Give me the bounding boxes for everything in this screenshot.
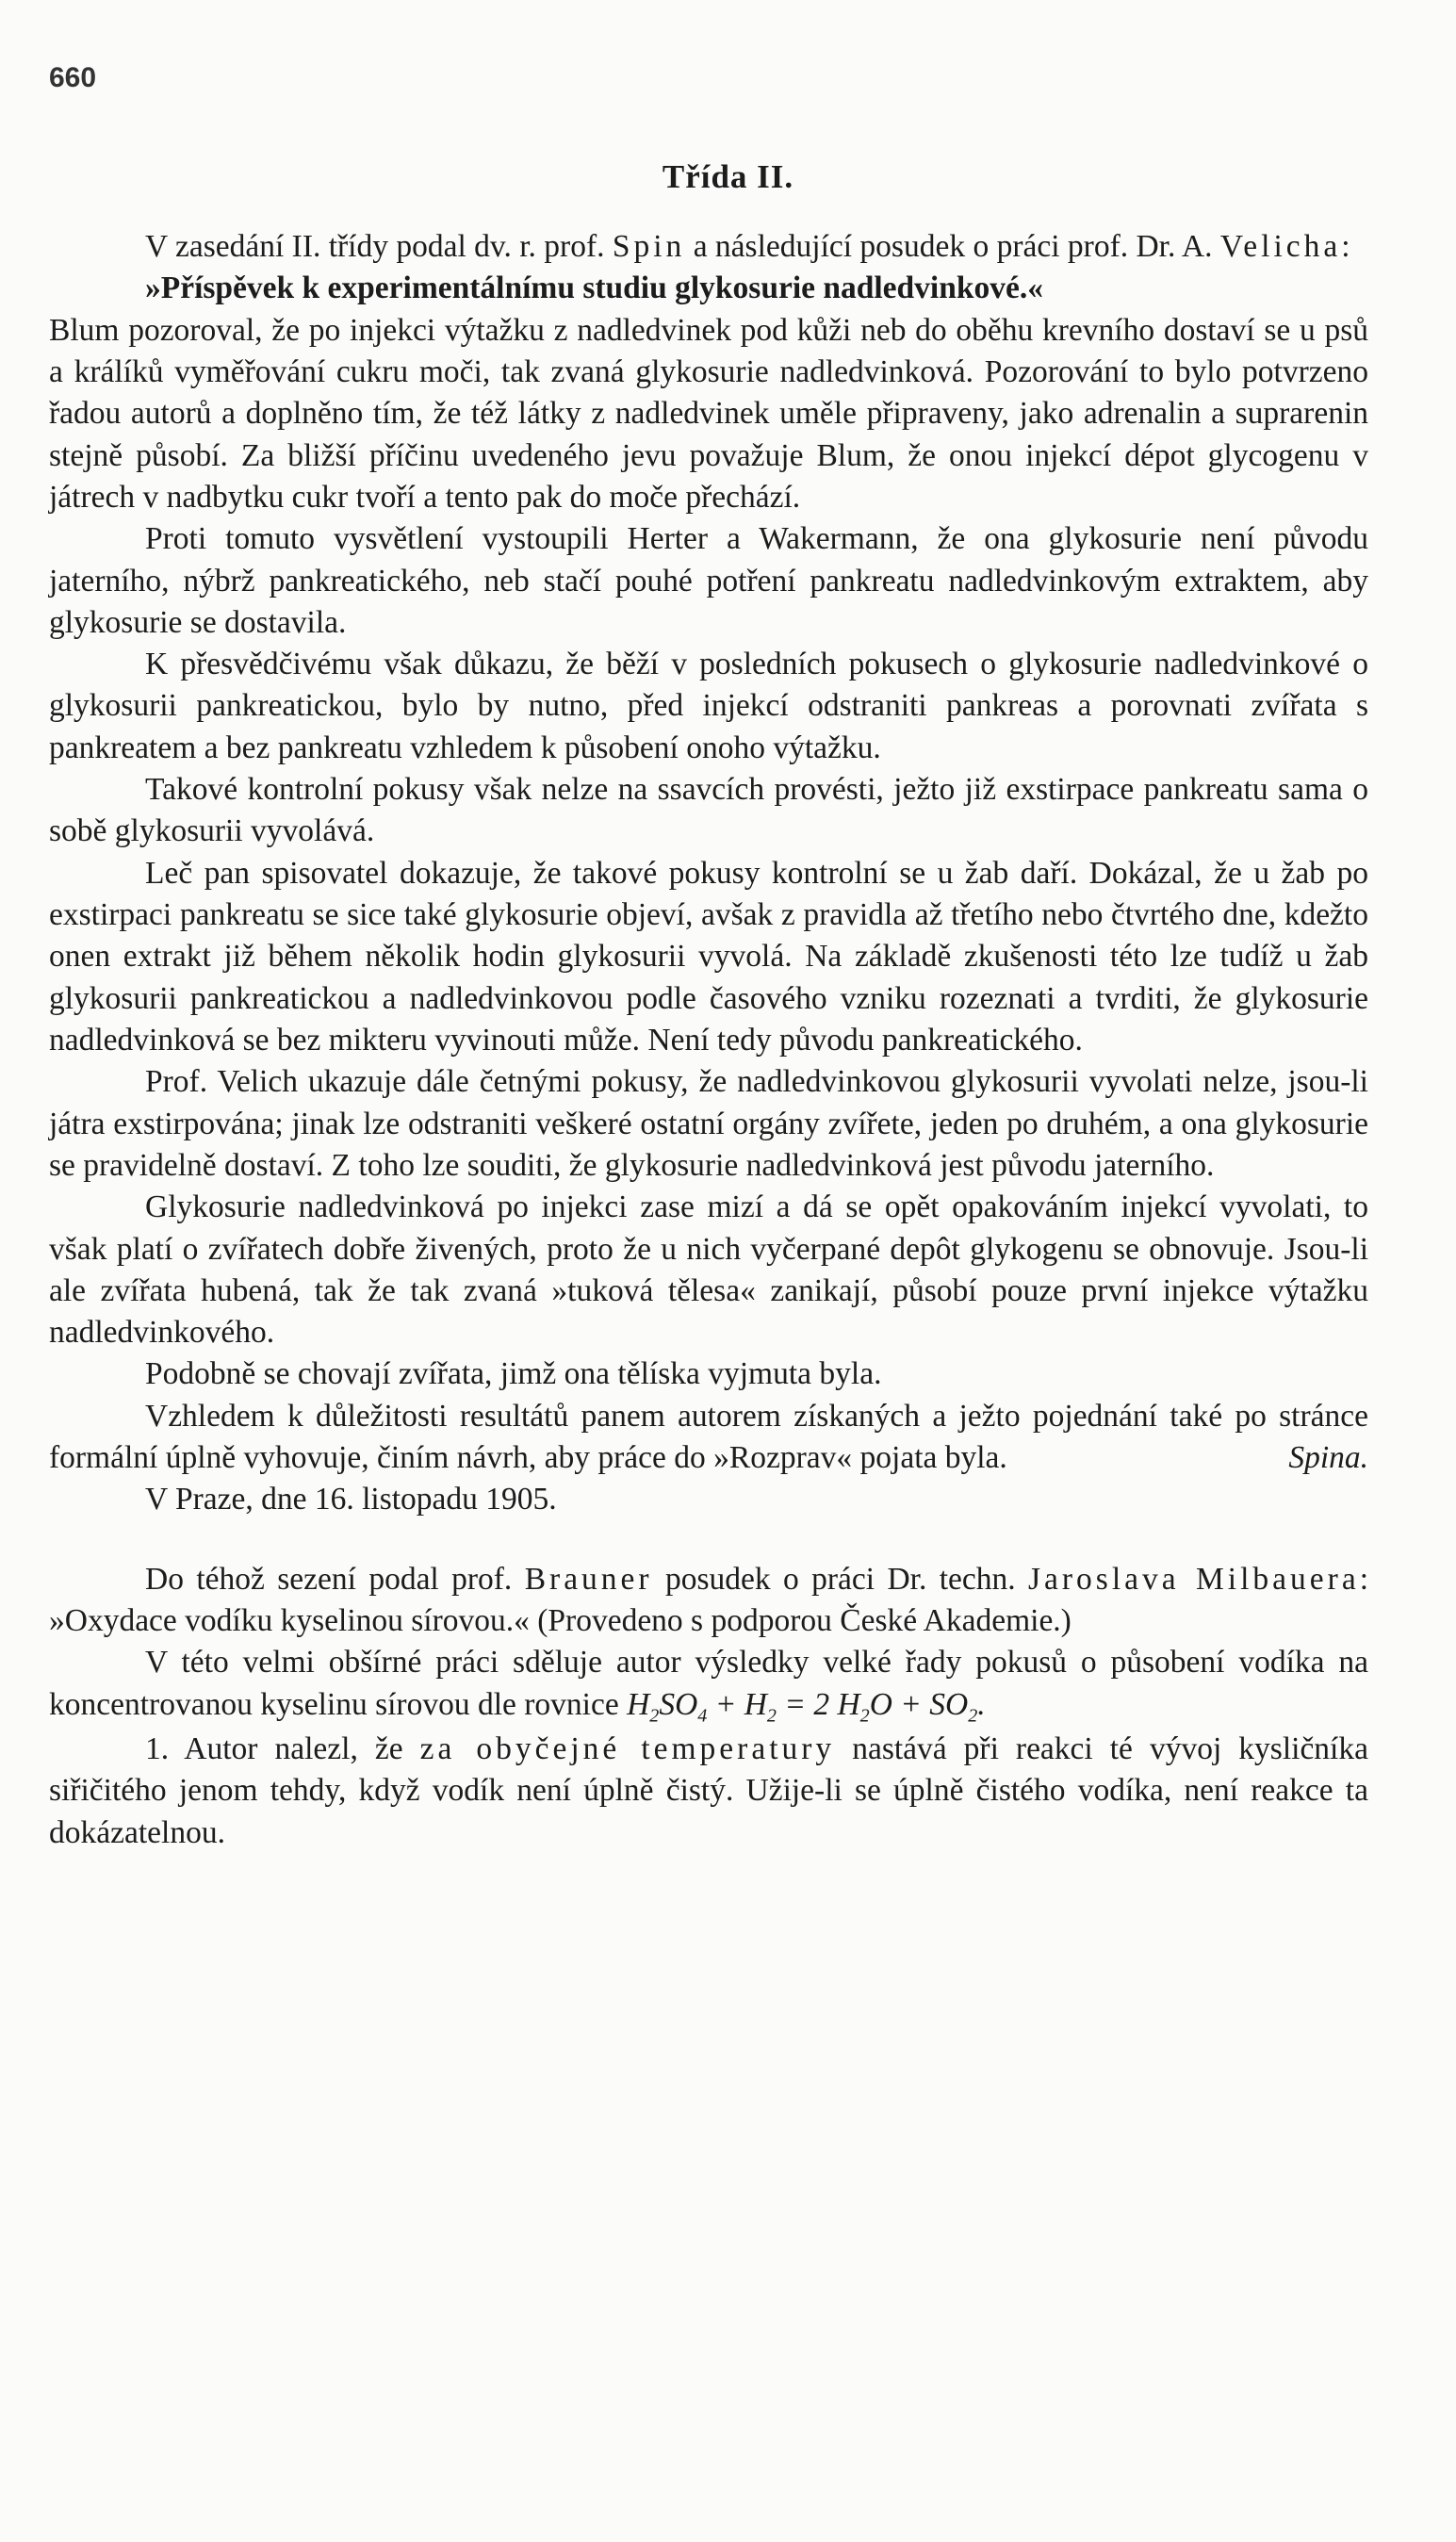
name-brauner: Brauner <box>524 1561 653 1597</box>
text-run: a následující posudek o práci prof. Dr. A. <box>685 229 1220 264</box>
paragraph-9: Podobně se chovají zvířata, jimž ona tělíska vyjmuta byla. <box>145 1356 882 1392</box>
text-run: posudek o práci Dr. techn. <box>652 1561 1028 1597</box>
text-run: 1. Autor nalezl, že <box>145 1730 420 1766</box>
body-text <box>49 226 1368 1854</box>
text-run: : »Oxydace vodíku kyselinou sírovou.« (Provedeno s podporou České Akademie.) <box>49 1561 1368 1638</box>
signature-spina: Spina. <box>1288 1440 1368 1476</box>
page-number: 660 <box>49 62 97 93</box>
text-run: V této velmi obšírné práci sděluje autor výsledky velké řady pokusů o působení vodíka na koncentrovanou kyselinu sírovou dle rovnice <box>49 1645 1368 1722</box>
name-velich: Velicha <box>1219 229 1342 264</box>
paragraph-4: K přesvědčivému však důkazu, že běží v posledních pokusech o glykosurie nadledvinkové o glykosurii pankreatickou, bylo by nutno, před injekcí odstraniti pankreas a porovnati zvířata s pankreatem a bez pankreatu vzhledem k působení onoho výtažku. <box>49 647 1368 765</box>
paragraph-date: V Praze, dne 16. listopadu 1905. <box>145 1482 557 1517</box>
paragraph-13 <box>49 1642 1368 1729</box>
section-heading: Třída II. <box>662 158 794 195</box>
spaced-phrase: za obyčejné temperatury <box>419 1730 836 1766</box>
paragraph-2-body <box>49 310 1368 519</box>
text-run: Vzhledem k důležitosti resultátů panem autorem získaných a ježto pojednání také po stránce formální úplně vyhovuje, činím návrh, aby práce do »Rozprav« pojata byla. <box>49 1398 1368 1476</box>
text-run: nastává při reakci té vývoj kysličníka siřičitého jenom tehdy, když vodík není úplně čistý. Užije-li se úplně čistého vodíka, není reakce ta dokázatelnou. <box>49 1730 1368 1850</box>
paragraph-12 <box>49 1559 1368 1643</box>
chemical-equation: $H_2SO_4 + H_2 = 2$ $H_2O + SO_2$. <box>627 1686 986 1727</box>
paragraph-14 <box>49 1729 1368 1854</box>
paper-title: »Příspěvek k experimentálnímu studiu glykosurie nadledvinkové.« <box>145 271 1043 306</box>
text-run: V zasedání II. třídy podal dv. r. prof. <box>145 229 613 264</box>
text-run: Blum pozoroval, že po injekci výtažku z nadledvinek pod kůži neb do oběhu krevního dostaví se u psů a králíků vyměřování cukru moči, tak zvaná glykosurie nadledvinková. Pozorování to bylo potvrzeno řadou autorů a doplněno tím, že též látky z nadledvinek uměle připraveny, jako adrenalin a suprarenin stejně působí. Za bližší příčinu uvedeného jevu považuje Blum, že onou injekcí dépot glycogenu v játrech v nadbytku cukr tvoří a tento pak do moče přechází. <box>49 312 1368 515</box>
paragraph-10 <box>49 1396 1368 1480</box>
paragraph-1 <box>49 226 1368 268</box>
paragraph-6: Leč pan spisovatel dokazuje, že takové pokusy kontrolní se u žab daří. Dokázal, že u žab po exstirpaci pankreatu se sice také glykosurie objeví, avšak z pravidla až třetího nebo čtvrtého dne, kdežto onen extrakt již během několik hodin glykosurii vyvolá. Na základě zkušenosti této lze tudíž u žab glykosurii pankreatickou a nadledvinkovou podle časového vzniku rozeznati a tvrditi, že glykosurie nadledvinková se bez mikteru vyvinouti může. Není tedy původu pankreatického. <box>49 855 1368 1058</box>
paragraph-3: Proti tomuto vysvětlení vystoupili Herter a Wakermann, že ona glykosurie není původu jaterního, nýbrž pankreatického, neb stačí pouhé potření pankreatu nadledvinkovým extraktem, aby glykosurie se dostavila. <box>49 521 1368 640</box>
text-run: Do téhož sezení podal prof. <box>145 1561 525 1597</box>
paragraph-5: Takové kontrolní pokusy však nelze na ssavcích provésti, ježto již exstirpace pankreatu sama o sobě glykosurii vyvolává. <box>49 772 1368 849</box>
paragraph-2 <box>49 268 1368 309</box>
name-milbauer: Jaroslava Milbauera <box>1028 1561 1360 1597</box>
name-spin: Spin <box>612 229 686 264</box>
paragraph-8: Glykosurie nadledvinková po injekci zase mizí a dá se opět opakováním injekcí vyvolati, to však platí o zvířatech dobře živených, proto že u nich vyčerpané depôt glykogenu se obnovuje. Jsou-li ale zvířata hubená, tak že tak zvaná »tuková tělesa« zanikají, působí pouze první injekce výtažku nadledvinkového. <box>49 1189 1368 1351</box>
text-run: : <box>1341 229 1350 264</box>
paragraph-7: Prof. Velich ukazuje dále četnými pokusy, že nadledvinkovou glykosurii vyvolati nelze, jsou-li játra exstirpována; jinak lze odstraniti veškeré ostatní orgány zvířete, jeden po druhém, a ona glykosurie se pravidelně dostaví. Z toho lze souditi, že glykosurie nadledvinková jest původu jaterního. <box>49 1064 1368 1183</box>
